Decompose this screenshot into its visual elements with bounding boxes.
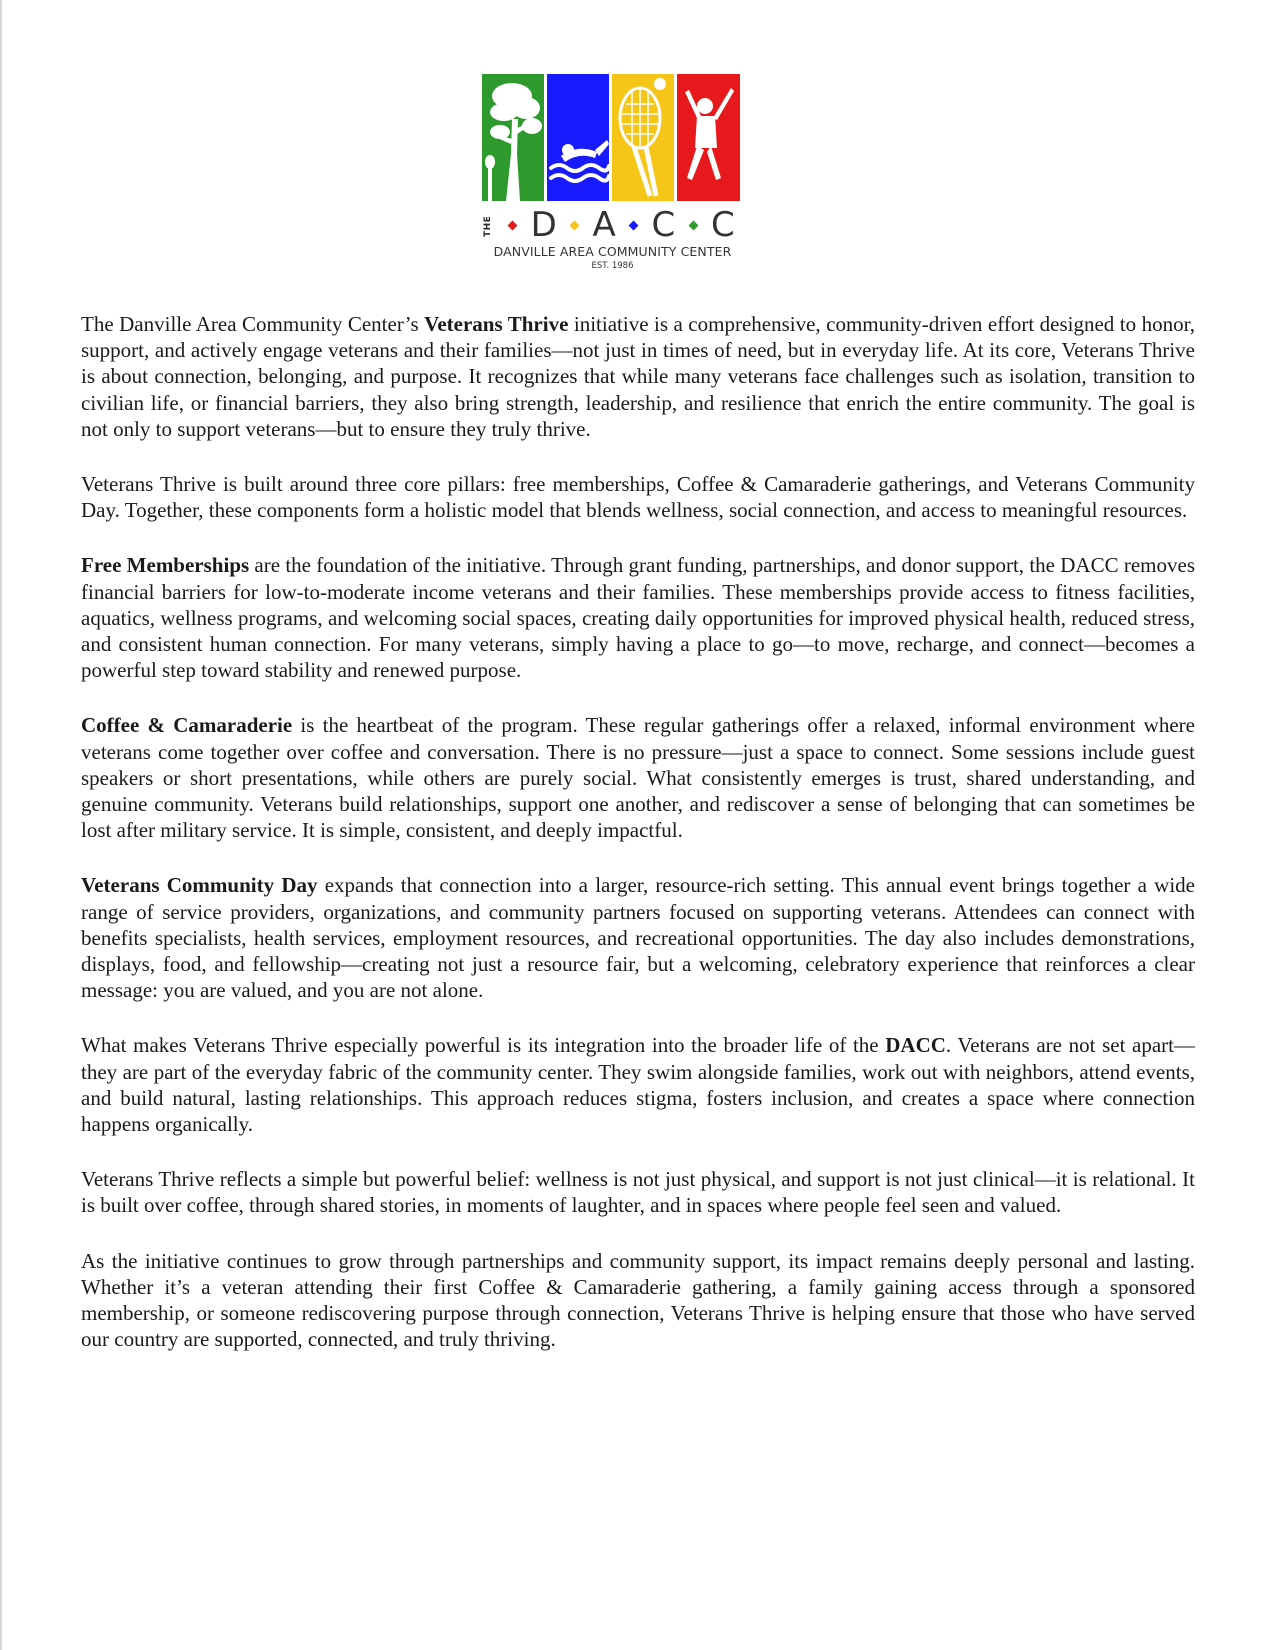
logo-dot xyxy=(508,220,518,230)
text-run: is the heartbeat of the program. These regular gatherings offer a relaxed, informal environment where veterans come together over coffee and conversation. There is no pressure—just a space to connect. Some sessions include guest speakers or short presentations, while others are purely social. What consistently emerges is trust, shared understanding, and genuine community. Veterans build relationships, support one another, and rediscover a sense of belonging that can sometimes be lost after military service. It is simple, consistent, and deeply impactful. xyxy=(81,713,1195,843)
logo-panel-yellow xyxy=(612,74,674,201)
bold-phrase: Veterans Thrive xyxy=(424,312,569,336)
text-run: As the initiative continues to grow through partnerships and community support, its impact remains deeply personal and lasting. Whether it’s a veteran attending their first Coffee & Camaraderie gathering, a family gaining access through a sponsored membership, or someone rediscovering purpose through connection, Veterans Thrive is helping ensure that those who have served our country are supported, connected, and truly thriving. xyxy=(81,1248,1195,1352)
text-run: are the foundation of the initiative. Through grant funding, partnerships, and donor support, the DACC removes financial barriers for low-to-moderate income veterans and their families. These memberships provide access to fitness facilities, aquatics, wellness programs, and welcoming social spaces, creating daily opportunities for improved physical health, reduced stress, and consistent human connection. For many veterans, simply having a place to go—to move, recharge, and connect—becomes a powerful step toward stability and renewed purpose. xyxy=(81,553,1195,683)
paragraph-3 xyxy=(81,552,1195,683)
dacc-logo xyxy=(480,72,745,272)
logo-letters xyxy=(502,205,742,245)
tree-icon xyxy=(482,74,544,201)
logo-letter-c1: C xyxy=(651,205,676,245)
logo-dot xyxy=(688,220,698,230)
paragraph-8 xyxy=(81,1248,1195,1353)
logo-established: EST. 1986 xyxy=(591,261,634,271)
logo-dot xyxy=(629,220,639,230)
logo-panel-red xyxy=(677,74,739,201)
text-run: What makes Veterans Thrive especially powerful is its integration into the broader life of the xyxy=(81,1033,886,1058)
document-body xyxy=(81,311,1195,1382)
logo-panel-blue xyxy=(547,74,609,201)
logo-letter-d: D xyxy=(530,205,557,245)
paragraph-1 xyxy=(81,311,1195,442)
logo-wordmark xyxy=(480,205,745,249)
logo-letter-a: A xyxy=(592,205,616,245)
logo-the: THE xyxy=(483,215,493,237)
text-run: Veterans Thrive is built around three core pillars: free memberships, Coffee & Camaraderie gatherings, and Veterans Community Day. Together, these components form a holistic model that blends wellness, social connection, and access to meaningful resources. xyxy=(81,472,1195,523)
text-run: . Veterans are not set apart—they are part of the everyday fabric of the community center. They swim alongside families, work out with neighbors, attend events, and build natural, lasting relationships. This approach reduces stigma, fosters inclusion, and creates a space where connection happens organically. xyxy=(81,1033,1196,1137)
bold-phrase: Veterans Community Day xyxy=(81,873,318,898)
bold-phrase: Coffee & Camaraderie xyxy=(81,713,293,738)
paragraph-4 xyxy=(81,712,1195,843)
jumping-child-icon xyxy=(677,74,740,201)
text-run: initiative is a comprehensive, community-driven effort designed to honor, support, and actively engage veterans and their families—not just in times of need, but in everyday life. At its core, Veterans Thrive is about connection, belonging, and purpose. It recognizes that while many veterans face challenges such as isolation, transition to civilian life, or financial barriers, they also bring strength, leadership, and resilience that enrich the entire community. The goal is not only to support veterans—but to ensure they truly thrive. xyxy=(81,312,1195,441)
bold-phrase: DACC xyxy=(885,1033,946,1058)
text-run: expands that connection into a larger, resource-rich setting. This annual event brings together a wide range of service providers, organizations, and community partners focused on supporting veterans. Attendees can connect with benefits specialists, health services, employment resources, and recreational opportunities. The day also includes demonstrations, displays, food, and fellowship—creating not just a resource fair, but a welcoming, celebratory experience that reinforces a clear message: you are valued, and you are not alone. xyxy=(81,873,1195,1003)
logo-panels xyxy=(482,74,740,201)
paragraph-7 xyxy=(81,1166,1195,1218)
logo-letter-c2: C xyxy=(711,205,735,245)
tennis-racket-icon xyxy=(612,74,674,201)
text-run: The Danville Area Community Center’s xyxy=(81,312,425,336)
paragraph-2 xyxy=(81,471,1195,523)
logo-dot xyxy=(570,220,580,230)
bold-phrase: Free Memberships xyxy=(81,553,250,578)
page-edge xyxy=(0,0,2,1650)
swimmer-icon xyxy=(547,74,609,201)
logo-subtitle: DANVILLE AREA COMMUNITY CENTER xyxy=(493,244,732,259)
logo-panel-green xyxy=(482,74,544,201)
text-run: Veterans Thrive reflects a simple but powerful belief: wellness is not just physical, and support is not just clinical—it is relational. It is built over coffee, through shared stories, in moments of laughter, and in spaces where people feel seen and valued. xyxy=(81,1167,1195,1218)
paragraph-5 xyxy=(81,872,1195,1003)
paragraph-6 xyxy=(81,1032,1195,1137)
